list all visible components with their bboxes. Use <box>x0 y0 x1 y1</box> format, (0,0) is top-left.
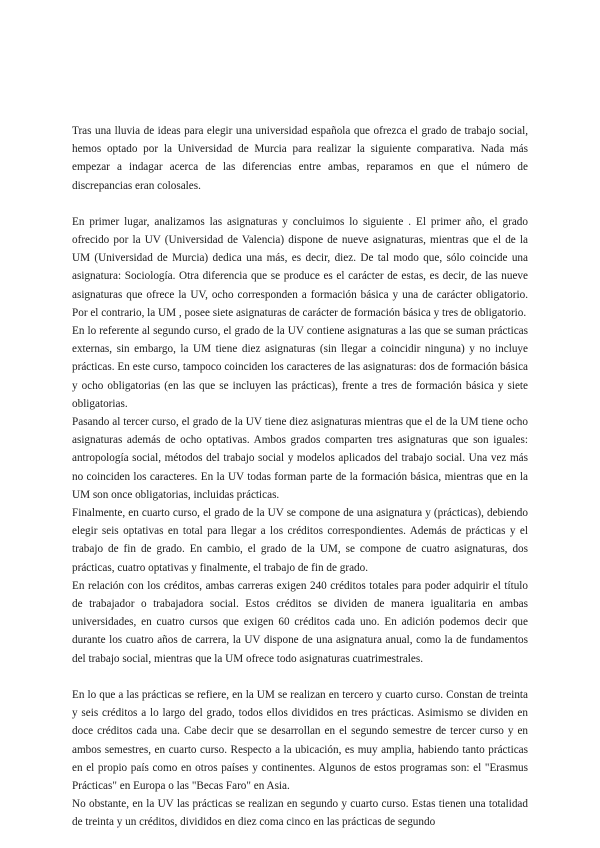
paragraph-third-year: Pasando al tercer curso, el grado de la UV tiene diez asignaturas mientras que el de la UM tiene ocho asignaturas además de ocho optativas. Ambos grados comparten tres asignaturas que son iguales: antropología social, métodos del trabajo social y modelos aplicados del trabajo social. Una vez más no coinciden los caracteres. En la UV todas forman parte de la formación básica, mientras que en la UM son once obligatorias, incluidas prácticas. <box>72 416 528 501</box>
paragraph-fourth-year: Finalmente, en cuarto curso, el grado de la UV se compone de una asignatura y (prácticas), debiendo elegir seis optativas en total para llegar a los créditos correspondientes. Además de prácticas y el trabajo de fin de grado. En cambio, el grado de la UM, se compone de cuatro asignaturas, dos prácticas, cuatro optativas y finalmente, el trabajo de fin de grado. <box>72 507 528 574</box>
document-body <box>72 122 528 832</box>
paragraph-practicas-uv: No obstante, en la UV las prácticas se realizan en segundo y cuarto curso. Estas tienen una totalidad de treinta y un créditos, divididos en diez coma cinco en las prácticas de segundo <box>72 798 528 829</box>
paragraph-credits: En relación con los créditos, ambas carreras exigen 240 créditos totales para poder adquirir el título de trabajador o trabajadora social. Estos créditos se dividen de manera igualitaria en ambas universidades, en cuatro cursos que exigen 60 créditos cada uno. En adición podemos decir que durante los cuatro años de carrera, la UV dispone de una asignatura anual, como la de fundamentos del trabajo social, mientras que la UM ofrece todo asignaturas cuatrimestrales. <box>72 579 528 665</box>
paragraph-gap <box>72 195 528 213</box>
paragraph-gap <box>72 668 528 686</box>
paragraph-second-year: En lo referente al segundo curso, el grado de la UV contiene asignaturas a las que se suman prácticas externas, sin embargo, la UM tiene diez asignaturas (sin llegar a coincidir ninguna) y no incluye prácticas. En este curso, tampoco coinciden los caracteres de las asignaturas: dos de formación básica y ocho obligatorias (en las que se incluyen las prácticas), frente a tres de formación básica y siete obligatorias. <box>72 325 528 410</box>
paragraph-first-year: En primer lugar, analizamos las asignaturas y concluimos lo siguiente . El primer año, el grado ofrecido por la UV (Universidad de Valencia) dispone de nueve asignaturas, mientras que el de la UM (Universidad de Murcia) dedica una más, es decir, diez. De tal modo que, sólo coincide una asignatura: Sociología. Otra diferencia que se produce es el carácter de estas, es decir, de las nueve asignaturas que ofrece la UV, ocho corresponden a formación básica y una de carácter obligatorio. Por el contrario, la UM , posee siete asignaturas de carácter de formación básica y tres de obligatorio. <box>72 215 528 319</box>
paragraph-intro: Tras una lluvia de ideas para elegir una universidad española que ofrezca el grado de trabajo social, hemos optado por la Universidad de Murcia para realizar la siguiente comparativa. Nada más empezar a indagar acerca de las diferencias entre ambas, reparamos en que el número de discrepancias eran colosales. <box>72 125 528 192</box>
paragraph-practicas-um: En lo que a las prácticas se refiere, en la UM se realizan en tercero y cuarto curso. Constan de treinta y seis créditos a lo largo del grado, todos ellos divididos en tres prácticas. Asimismo se dividen en doce créditos cada una. Cabe decir que se desarrollan en el segundo semestre de tercer curso y en ambos semestres, en cuarto curso. Respecto a la ubicación, es muy amplia, habiendo tanto prácticas en el propio país como en otros países y continentes. Algunos de estos programas son: el "Erasmus Prácticas" en Europa o las "Becas Faro" en Asia. <box>72 688 528 792</box>
